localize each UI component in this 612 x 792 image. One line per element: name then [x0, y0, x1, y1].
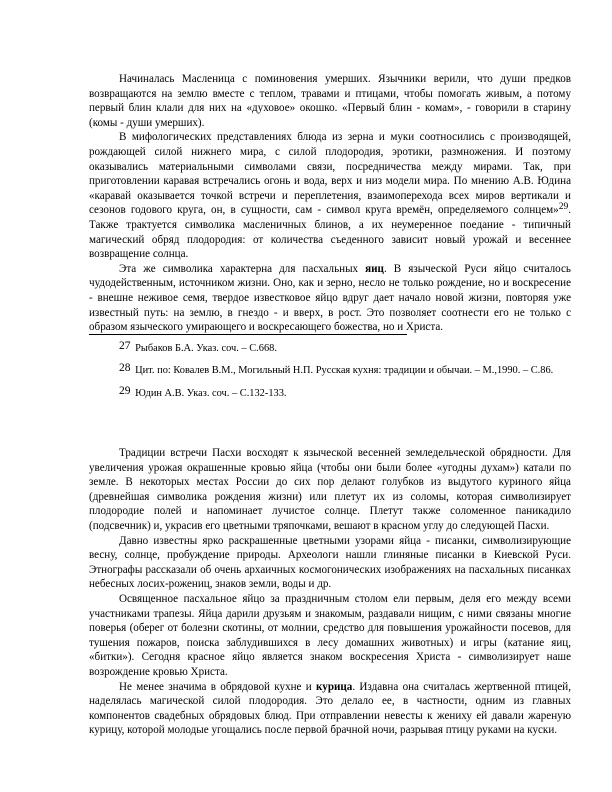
footnote-number: 28	[119, 362, 131, 375]
body-text-top	[89, 72, 571, 335]
paragraph	[89, 680, 571, 738]
paragraph	[89, 446, 571, 534]
bold-term: курица	[316, 680, 353, 693]
paragraph	[89, 262, 571, 335]
footnotes	[89, 340, 571, 407]
paragraph	[89, 72, 571, 130]
paragraph-text: . В языческой Руси яйцо считалось чудодейственным, источником жизни. Оно, как и зерно, несло не только рождение, но и воскресение - внешне неживое семя, твердое известковое яйцо вдруг дает начало новой жизни, повторяя уже известный путь: на землю, в гнездо - и вверх, в рост. Это позволяет соотнести его не только с образом языческого умирающего и воскресающего божества, но и Христа.	[89, 262, 571, 334]
body-text-bottom	[89, 446, 571, 738]
paragraph-text: Эта же символика характерна для пасхальных	[119, 262, 366, 275]
paragraph-text: Освященное пасхальное яйцо за праздничным столом ели первым, деля его между всеми участниками трапезы. Яйца дарили друзьям и знакомым, раздавали нищим, с ними связаны многие поверья (оберег от болезни скотины, от молнии, средство для повышения урожайности посевов, для тушения пожаров, поиска заблудившихся в лесу домашних животных) и игры (катание яиц, «битки»). Сегодня красное яйцо является знаком воскресения Христа - символизирует наше возрождение кровью Христа.	[89, 592, 571, 678]
footnote-text: Рыбаков Б.А. Указ. соч. – С.668.	[135, 343, 277, 354]
footnote	[89, 385, 571, 400]
paragraph	[89, 534, 571, 592]
footnote-number: 27	[119, 340, 131, 352]
paragraph-text: . Также трактуется символика масленичных блинов, а их неумеренное поедание - типичный магический обряд плодородия: от количества съеденного зависит новый урожай и весеннее возвращение солнца.	[89, 204, 571, 261]
footnote-text: Цит. по: Ковалев В.М., Могильный Н.П. Русская кухня: традиции и обычаи. – М.,1990. – С.86.	[135, 365, 554, 377]
paragraph	[89, 130, 571, 261]
paragraph-text: Давно известны ярко раскрашенные цветными узорами яйца - писанки, символизирующие весну, солнце, пробуждение природы. Археологи нашли глиняные писанки в Киевской Руси. Этнографы рассказали об очень архаичных космогонических изображениях на пасхальных писанках небесных лосих-рожениц, знаков земли, воды и др.	[89, 534, 571, 591]
bold-term: яиц	[365, 262, 384, 275]
paragraph-text: Традиции встречи Пасхи восходят к языческой весенней земледельческой обрядности. Для увеличения урожая окрашенные кровью яйца (чтобы они были более «угодны духам») катали по земле. В некоторых местах России до сих пор делают голубков из выдутого куриного яйца (древнейшая символика рождения жизни) или плетут их из соломы, которая символизирует плодородие полей и напоминает лучистое солнце. Плетут также соломенное паникадило (подсвечник) и, украсив его цветными тряпочками, вешают в красном углу до следующей Пасхи.	[89, 447, 571, 532]
paragraph	[89, 592, 571, 680]
paragraph-text: . Издавна она считалась жертвенной птицей, наделялась магической силой плодородия. Это делало ее, в частности, одним из главных компонентов свадебных обрядовых блюд. При отправлении невесты к жениху ей давали жареную курицу, которой молодые угощались после первой брачной ночи, разрывая птицу руками на куски.	[89, 680, 571, 737]
footnote-text: Юдин А.В. Указ. соч. – С.132-133.	[135, 387, 287, 399]
footnote-separator	[89, 334, 407, 335]
footnote	[89, 362, 571, 377]
footnote-number: 29	[119, 384, 131, 397]
paragraph-text: Начиналась Масленица с поминовения умерших. Язычники верили, что души предков возвращаются на землю вместе с теплом, травами и птицами, чтобы помогать живым, а потому первый блин клали для них на «духовое» окошко. «Первый блин - комам», - говорили в старину (комы - души умерших).	[89, 73, 571, 129]
paragraph-text: Не менее значима в обрядовой кухне и	[119, 680, 317, 693]
footnote	[89, 340, 571, 355]
paragraph-text: В мифологических представлениях блюда из зерна и муки соотносились с производящей, рождающей силой нижнего мира, с силой плодородия, эротики, размножения. И поэтому оказывались материальными символами связи, посредничества между мирами. Так, при приготовлении каравая встречались огонь и вода, верх и низ модели мира. По мнению А.В. Юдина «каравай оказывается точкой встречи и переплетения, взаимоперехода всех миров вертикали и сезонов годового круга, он, в сущности, сам - символ круга времён, определяемого солнцем»	[89, 131, 571, 217]
footnote-reference[interactable]: 29	[558, 202, 569, 213]
